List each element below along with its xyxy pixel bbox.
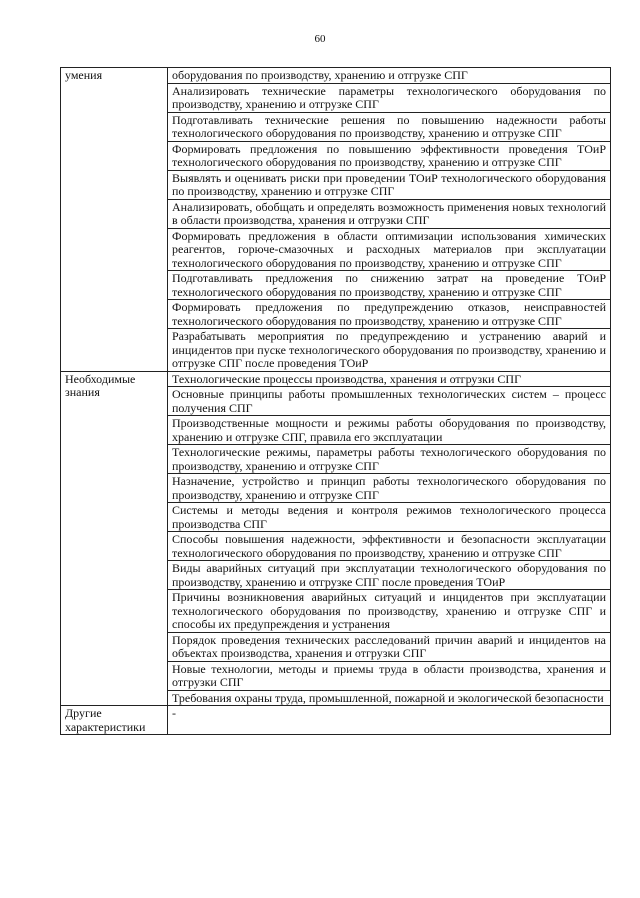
knowledge-item: Способы повышения надежности, эффективности и безопасности эксплуатации технологического оборудования по производству, хранению и отгрузке СПГ	[168, 532, 611, 561]
skill-item: Выявлять и оценивать риски при проведении ТОиР технологического оборудования по производству, хранению и отгрузке СПГ	[168, 170, 611, 199]
skill-item: Подготавливать предложения по снижению затрат на проведение ТОиР технологического оборудования по производству, хранению и отгрузке СПГ	[168, 271, 611, 300]
other-item: -	[168, 706, 611, 735]
characteristics-table	[60, 67, 611, 735]
knowledge-item: Порядок проведения технических расследований причин аварий и инцидентов на объектах производства, хранения и отгрузки СПГ	[168, 632, 611, 661]
knowledge-item: Основные принципы работы промышленных технологических систем – процесс получения СПГ	[168, 387, 611, 416]
knowledge-item: Виды аварийных ситуаций при эксплуатации технологического оборудования по производству, хранению и отгрузке СПГ после проведения ТОиР	[168, 561, 611, 590]
row-label-knowledge: Необходимые знания	[61, 371, 168, 706]
row-label-skills: умения	[61, 68, 168, 372]
knowledge-item: Причины возникновения аварийных ситуаций и инцидентов при эксплуатации технологического оборудования по производству, хранению и отгрузке СПГ и способы их предупреждения и устранения	[168, 590, 611, 633]
skill-item: Подготавливать технические решения по повышению надежности работы технологического оборудования по производству, хранению и отгрузке СПГ	[168, 112, 611, 141]
skill-item: Анализировать, обобщать и определять возможность применения новых технологий в области производства, хранения и отгрузки СПГ	[168, 199, 611, 228]
knowledge-item: Новые технологии, методы и приемы труда в области производства, хранения и отгрузки СПГ	[168, 661, 611, 690]
skill-item: оборудования по производству, хранению и отгрузке СПГ	[168, 68, 611, 84]
skill-item: Формировать предложения по повышению эффективности проведения ТОиР технологического оборудования по производству, хранению и отгрузке СПГ	[168, 141, 611, 170]
knowledge-item: Технологические процессы производства, хранения и отгрузки СПГ	[168, 371, 611, 387]
knowledge-item: Производственные мощности и режимы работы оборудования по производству, хранению и отгрузке СПГ, правила его эксплуатации	[168, 416, 611, 445]
skill-item: Разрабатывать мероприятия по предупреждению и устранению аварий и инцидентов при пуске технологического оборудования по производству, хранению и отгрузке СПГ после проведения ТОиР	[168, 329, 611, 372]
row-label-other: Другие характеристики	[61, 706, 168, 735]
table-row	[61, 68, 611, 84]
knowledge-item: Технологические режимы, параметры работы технологического оборудования по производству, хранению и отгрузке СПГ	[168, 445, 611, 474]
knowledge-item: Назначение, устройство и принцип работы технологического оборудования по производству, хранению и отгрузке СПГ	[168, 474, 611, 503]
table-row	[61, 706, 611, 735]
skill-item: Формировать предложения в области оптимизации использования химических реагентов, горюче-смазочных и расходных материалов при эксплуатации технологического оборудования по производству, хранению и отгрузке СПГ	[168, 228, 611, 271]
page-number: 60	[314, 33, 326, 45]
skill-item: Анализировать технические параметры технологического оборудования по производству, хранению и отгрузке СПГ	[168, 83, 611, 112]
table-row	[61, 371, 611, 387]
skill-item: Формировать предложения по предупреждению отказов, неисправностей технологического оборудования по производству, хранению и отгрузке СПГ	[168, 300, 611, 329]
knowledge-item: Системы и методы ведения и контроля режимов технологического процесса производства СПГ	[168, 503, 611, 532]
knowledge-item: Требования охраны труда, промышленной, пожарной и экологической безопасности	[168, 690, 611, 706]
